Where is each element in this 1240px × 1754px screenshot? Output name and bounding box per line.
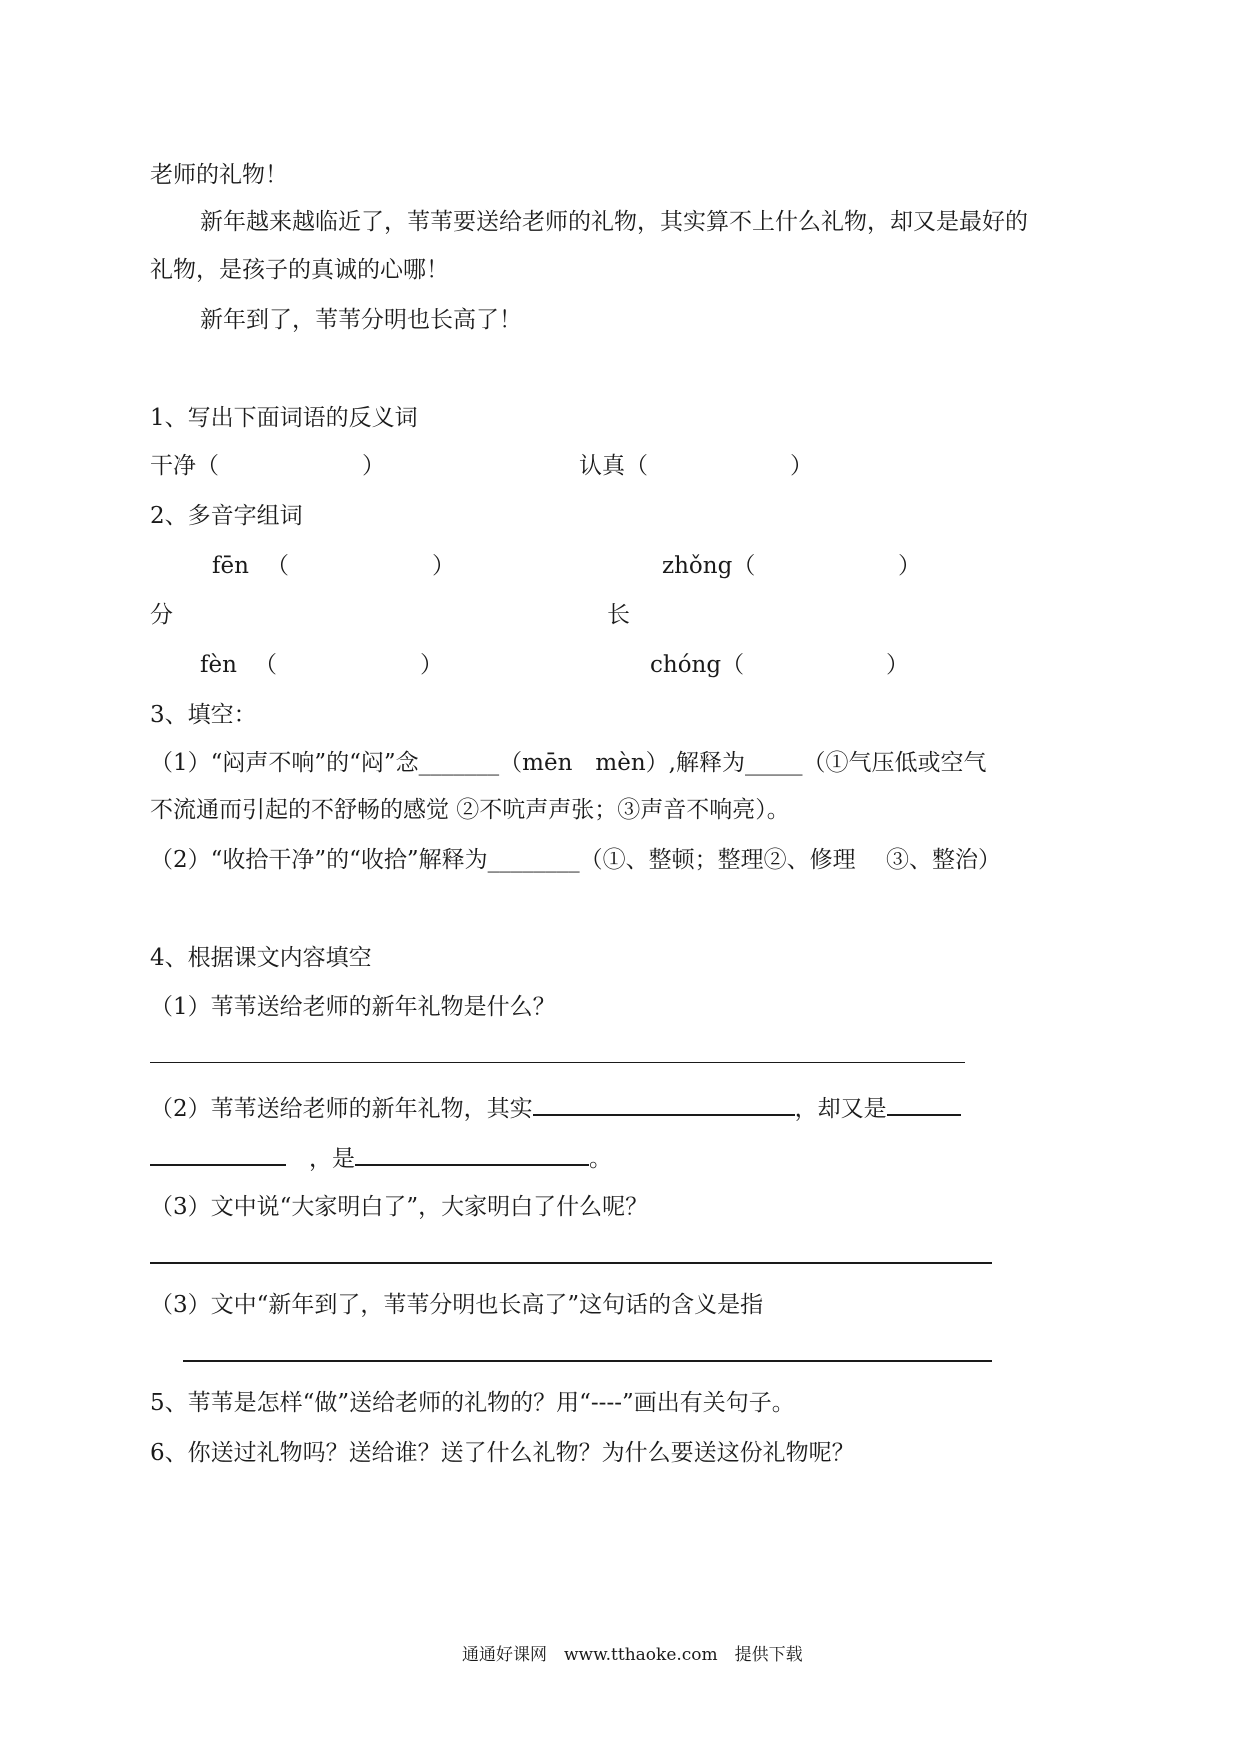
- q2-char-zhang: 长: [607, 602, 630, 628]
- q4-sub-2-cont: [150, 1142, 612, 1174]
- q2-char-fen: 分: [150, 602, 173, 628]
- blank-3: [150, 1142, 286, 1166]
- story-line-1: 老师的礼物！: [150, 162, 288, 188]
- story-line-2: 新年越来越临近了，苇苇要送给老师的礼物，其实算不上什么礼物，却又是最好的: [200, 209, 1028, 235]
- blank-4: [355, 1142, 589, 1166]
- q2-chang-close: ）: [886, 652, 909, 678]
- story-line-4: 新年到了，苇苇分明也长高了！: [200, 307, 522, 333]
- q4-title: 4、根据课文内容填空: [150, 945, 372, 971]
- q2-fen2-pinyin: fèn: [200, 652, 237, 678]
- q2-fen1-open: （: [266, 553, 289, 579]
- answer-line-2: [150, 1262, 992, 1264]
- blank-1: [533, 1092, 795, 1116]
- q1-word-a: 干净（: [150, 453, 219, 479]
- q4-sub-2: [150, 1092, 961, 1124]
- q4-sub-1: （1）苇苇送给老师的新年礼物是什么？: [150, 994, 556, 1020]
- q1-word-b: 认真（: [579, 453, 648, 479]
- q2-fen1-pinyin: fēn: [212, 553, 249, 579]
- q2-title: 2、多音字组词: [150, 503, 303, 529]
- q1-word-b-close: ）: [790, 453, 813, 479]
- q2-fen1-close: ）: [432, 553, 455, 579]
- q4-sub-2-d: 。: [589, 1146, 612, 1172]
- q2-zhang-pinyin: zhǒng（: [662, 553, 756, 579]
- q3-title: 3、填空：: [150, 702, 257, 728]
- q2-fen2-close: ）: [420, 652, 443, 678]
- q4-sub-2-c: ，是: [309, 1146, 355, 1172]
- story-line-3: 礼物，是孩子的真诚的心哪！: [150, 257, 449, 283]
- q1-word-a-close: ）: [362, 453, 385, 479]
- q4-sub-2-b: ，却又是: [794, 1096, 887, 1122]
- q2-chang-pinyin: chóng（: [650, 652, 745, 678]
- q6-text: 6、你送过礼物吗？送给谁？送了什么礼物？为什么要送这份礼物呢？: [150, 1440, 855, 1466]
- footer-text: 通通好课网 www.tthaoke.com 提供下载: [462, 1645, 803, 1665]
- q4-sub-3: （3）文中说“大家明白了”，大家明白了什么呢？: [150, 1194, 649, 1220]
- q4-sub-2-a: （2）苇苇送给老师的新年礼物，其实: [150, 1096, 533, 1122]
- answer-line-1: [150, 1062, 965, 1063]
- q2-zhang-close: ）: [898, 553, 921, 579]
- blank-2: [887, 1092, 961, 1116]
- q5-text: 5、苇苇是怎样“做”送给老师的礼物的？用“----”画出有关句子。: [150, 1390, 795, 1416]
- q4-sub-4: （3）文中“新年到了，苇苇分明也长高了”这句话的含义是指: [150, 1292, 764, 1318]
- q3-line-1: （1）“闷声不响”的“闷”念_______（mēn mèn）,解释为_____（①气压低或空气: [150, 750, 987, 776]
- q1-title: 1、写出下面词语的反义词: [150, 405, 418, 431]
- q3-line-3: （2）“收拾干净”的“收拾”解释为________（①、整顿；整理②、修理 ③、整治）: [150, 847, 1001, 873]
- q3-line-2: 不流通而引起的不舒畅的感觉 ②不吭声声张；③声音不响亮）。: [150, 797, 790, 823]
- answer-line-3: [183, 1360, 992, 1362]
- q2-fen2-open: （: [254, 652, 277, 678]
